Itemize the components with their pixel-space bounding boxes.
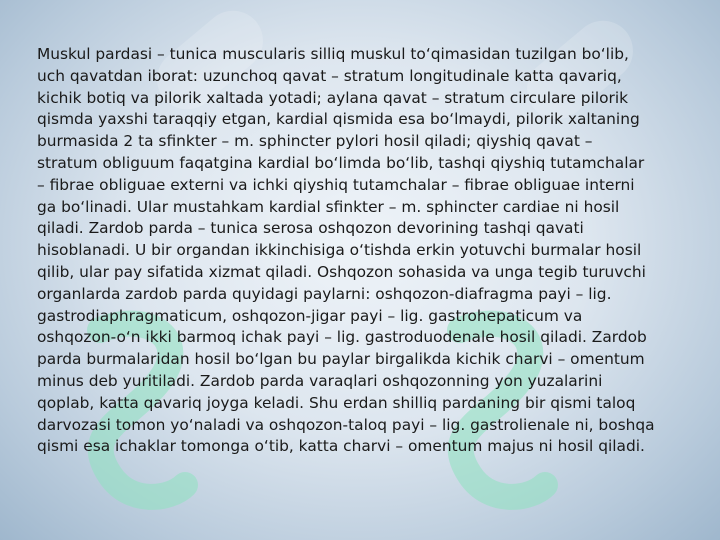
text-line: kichik botiq va pilorik xaltada yotadi; aylana qavat – stratum circulare pilorik [37, 88, 629, 107]
text-line: oshqozon-o‘n ikki barmoq ichak payi – lig. gastroduodenale hosil qiladi. Zardob [37, 328, 647, 347]
text-line: ga bo‘linadi. Ular mustahkam kardial sfinkter – m. sphincter cardiae ni hosil [37, 197, 620, 216]
text-line: organlarda zardob parda quyidagi paylarni: oshqozon-diafragma payi – lig. [37, 284, 612, 303]
text-line: stratum obliguum faqatgina kardial bo‘limda bo‘lib, tashqi qiyshiq tutamchalar [37, 153, 645, 172]
slide-body-text [37, 44, 687, 458]
text-line: – fibrae obliguae externi va ichki qiyshiq tutamchalar – fibrae obliguae interni [37, 175, 635, 194]
text-line: Muskul pardasi – tunica muscularis silliq muskul to‘qimasidan tuzilgan bo‘lib, [37, 45, 629, 63]
text-line: qilib, ular pay sifatida xizmat qiladi. Oshqozon sohasida va unga tegib turuvchi [37, 262, 646, 281]
text-line: darvozasi tomon yo‘naladi va oshqozon-taloq payi – lig. gastrolienale ni, boshqa [37, 415, 655, 434]
text-line: qismda yaxshi taraqqiy etgan, kardial qismida esa bo‘lmaydi, pilorik xaltaning [37, 110, 640, 129]
text-line: minus deb yuritiladi. Zardob parda varaqlari oshqozonning yon yuzalarini [37, 371, 603, 390]
text-line: qismi esa ichaklar tomonga o‘tib, katta charvi – omentum majus ni hosil qiladi. [37, 437, 645, 456]
text-line: parda burmalaridan hosil bo‘lgan bu paylar birgalikda kichik charvi – omentum [37, 350, 645, 369]
text-line: burmasida 2 ta sfinkter – m. sphincter pylori hosil qiladi; qiyshiq qavat – [37, 132, 593, 151]
text-line: hisoblanadi. U bir organdan ikkinchisiga o‘tishda erkin yotuvchi burmalar hosil [37, 241, 642, 260]
text-line: uch qavatdan iborat: uzunchoq qavat – stratum longitudinale katta qavariq, [37, 66, 622, 85]
text-line: qoplab, katta qavariq joyga keladi. Shu erdan shilliq pardaning bir qismi taloq [37, 393, 636, 412]
text-line: gastrodiaphragmaticum, oshqozon-jigar payi – lig. gastrohepaticum va [37, 306, 583, 325]
text-line: qiladi. Zardob parda – tunica serosa oshqozon devorining tashqi qavati [37, 219, 584, 238]
